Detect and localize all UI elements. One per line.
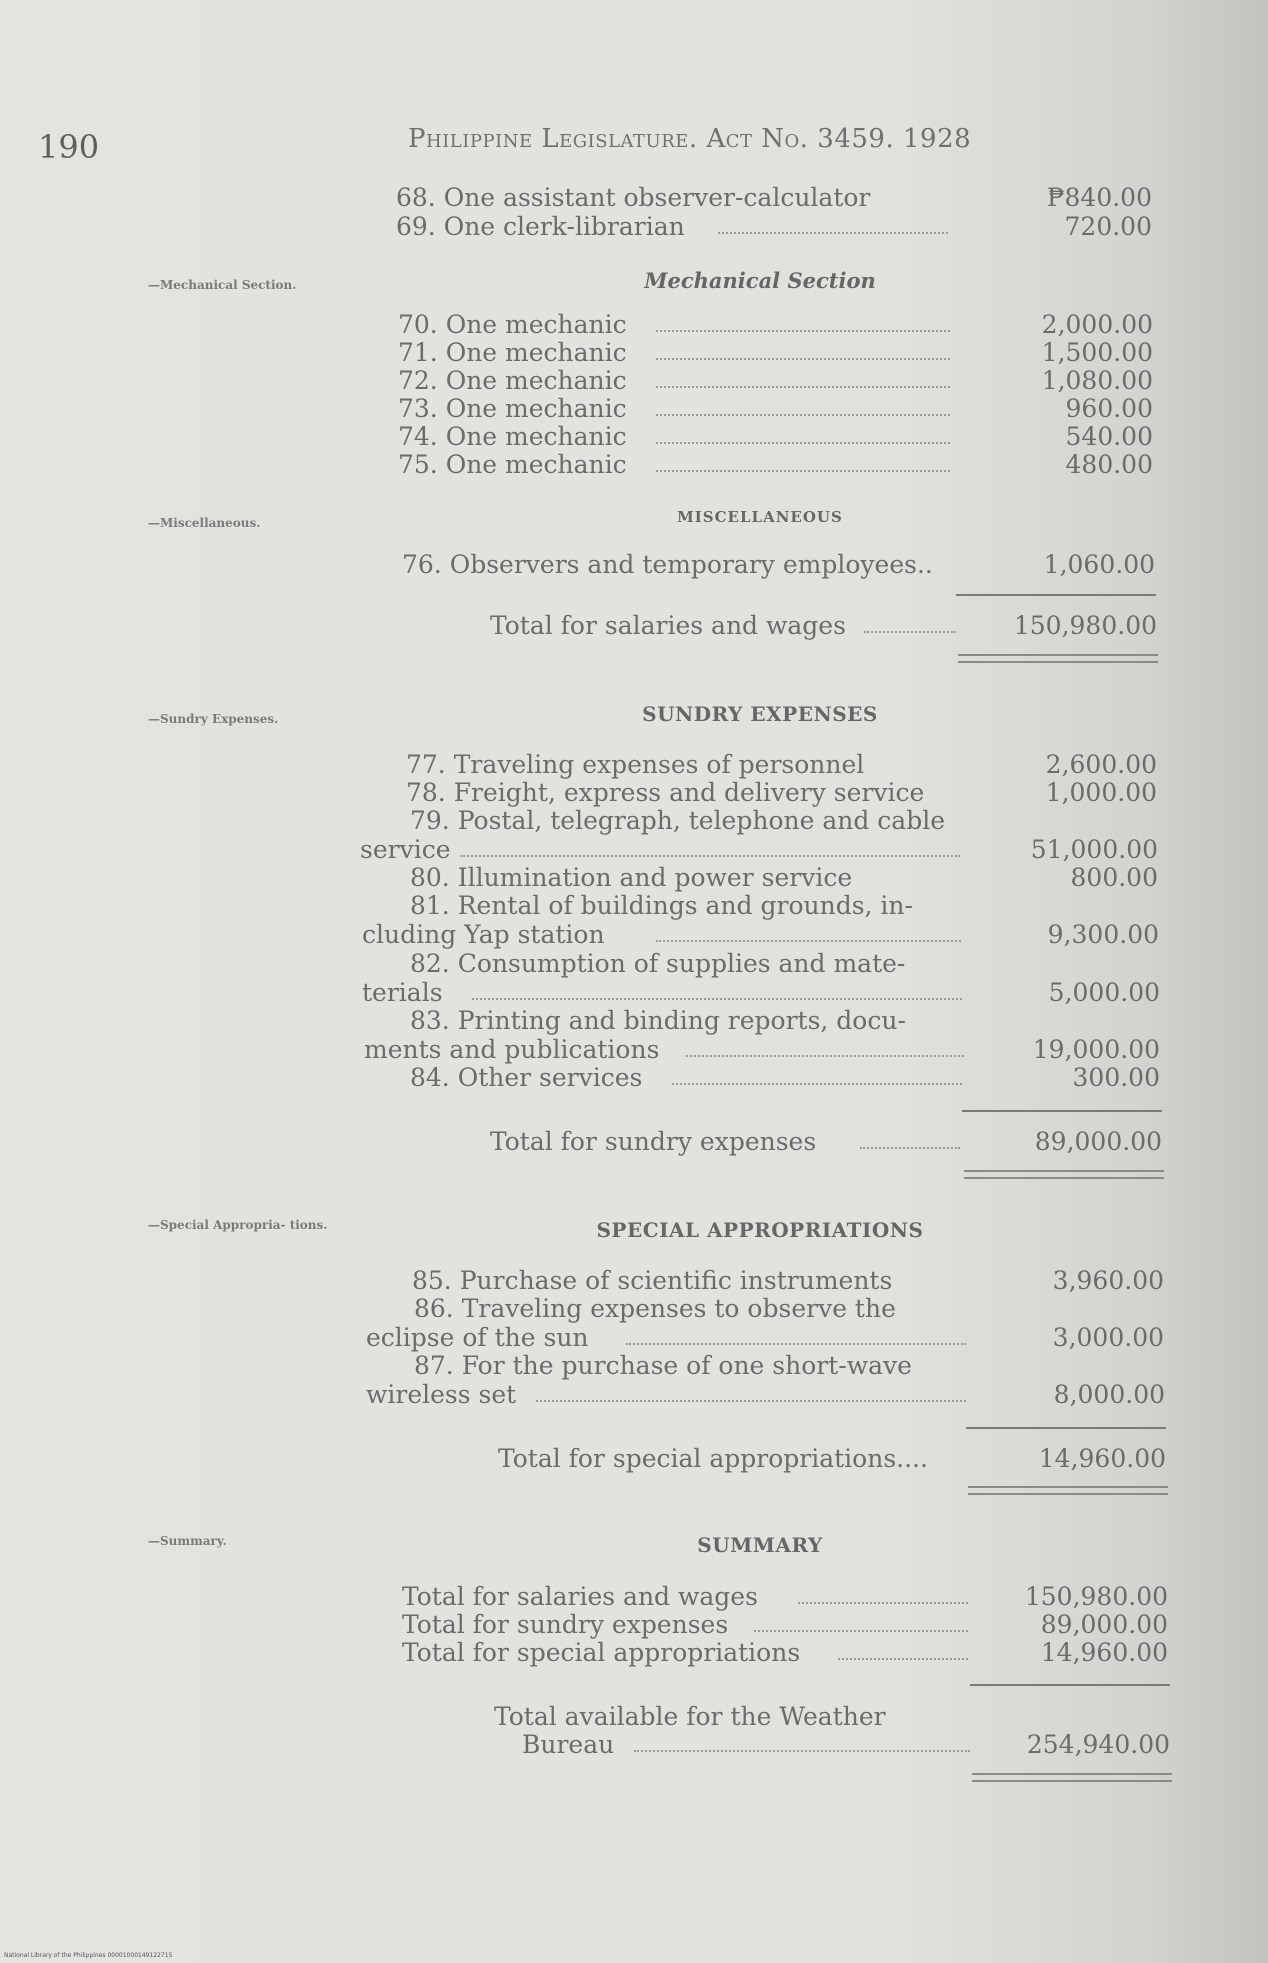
line-amount: 1,500.00 [1041,338,1153,367]
double-rule [964,1170,1164,1179]
line-amount: 19,000.00 [1032,1035,1160,1064]
line-amount: 800.00 [1070,863,1158,892]
total-amount: 89,000.00 [1034,1127,1162,1156]
section-heading-sundry: SUNDRY EXPENSES [642,702,878,726]
margin-note-summary: —Summary. [148,1534,227,1548]
section-heading-special: SPECIAL APPROPRIATIONS [596,1218,924,1242]
total-rule [956,594,1156,596]
page-header: Philippine Legislature. Act No. 3459. 1928 [408,124,972,154]
line-amount: 3,000.00 [1052,1323,1164,1352]
section-heading-miscellaneous: MISCELLANEOUS [677,508,843,526]
margin-note-special: —Special Appropria- tions. [148,1218,328,1232]
double-rule [972,1773,1172,1782]
total-rule [966,1427,1166,1429]
line-amount: 2,600.00 [1045,750,1157,779]
line-amount: 9,300.00 [1047,920,1159,949]
grand-total-amount: 254,940.00 [1026,1730,1170,1759]
total-rule [962,1110,1162,1112]
line-amount: 540.00 [1065,422,1153,451]
total-amount: 150,980.00 [1013,611,1157,640]
section-heading-mechanical: Mechanical Section [644,268,876,293]
summary-amount: 14,960.00 [1040,1638,1168,1667]
line-amount: 300.00 [1072,1063,1160,1092]
scan-footer: National Library of the Philippines 00001000149122715 [4,1952,173,1959]
line-amount: 51,000.00 [1030,835,1158,864]
line-amount: 480.00 [1065,450,1153,479]
line-amount: 720.00 [1064,212,1152,241]
line-amount: 1,080.00 [1041,366,1153,395]
summary-amount: 150,980.00 [1024,1582,1168,1611]
page-number: 190 [38,128,100,166]
line-amount: 960.00 [1065,394,1153,423]
margin-note-sundry: —Sundry Expenses. [148,712,279,726]
total-amount: 14,960.00 [1038,1444,1166,1473]
double-rule [968,1486,1168,1495]
line-amount: ₱840.00 [1046,183,1152,212]
document-page: 190 Philippine Legislature. Act No. 3459. 1928 68. One assistant observer-calculator ₱840.00 69. One clerk-librarian 720.00 —Mechanical Section. Mechanical Section 70. One mechanic 2,000.00 71. One mechanic 1,500.00 72. One mechanic 1,080.00 73. One mechanic 960.00 74. One mechanic 540.00 75. One mechanic 480.00 —Miscellaneous. MISCELLANEOUS 76. Observers and temporary employees.. 1,060.00 Total for salaries and wages 150,980.00 —Sundry Expenses. SUNDRY EXPENSES 77. Traveling expenses of personnel 2,600.00 78. Freight, express and delivery service 1,000.00 79. Postal, telegraph, telephone and cable service 51,000.00 80. Illumination and power service 800.00 81. Rental of buildings and grounds, in- cluding Yap station 9,300.00 82. Consumption of supplies and mate- terials 5,000.00 83. Printing and binding reports, docu- ments and publications 19,000.00 84. Other services 300.00 Total for sundry expenses 89,000.00 —Special Appropria- tions. SPECIAL APPROPRIATIONS 85. Purchase of scientific instruments 3,960.00 86. Traveling expenses to observe the eclipse of the sun 3,000.00 87. For the purchase of one short-wave wireless set 8,000.00 Total for special appropriations.... 14,960.00 —Summary. SUMMARY Total for salaries and wages 150,980.00 Total for sundry expenses 89,000.00 Total for special appropriations 14,960.00 Total available for the Weather Bureau 254,940.00 National Library of the Philippines 00001000149122715 [0,0,1268,1963]
total-rule [970,1684,1170,1686]
section-heading-summary: SUMMARY [697,1533,823,1557]
summary-amount: 89,000.00 [1040,1610,1168,1639]
margin-note-miscellaneous: —Miscellaneous. [148,516,261,530]
double-rule [958,654,1158,663]
line-amount: 1,060.00 [1043,550,1155,579]
line-amount: 5,000.00 [1048,978,1160,1007]
line-amount: 8,000.00 [1053,1380,1165,1409]
line-amount: 1,000.00 [1045,778,1157,807]
margin-note-mechanical: —Mechanical Section. [148,278,297,292]
line-amount: 3,960.00 [1052,1266,1164,1295]
line-amount: 2,000.00 [1041,310,1153,339]
